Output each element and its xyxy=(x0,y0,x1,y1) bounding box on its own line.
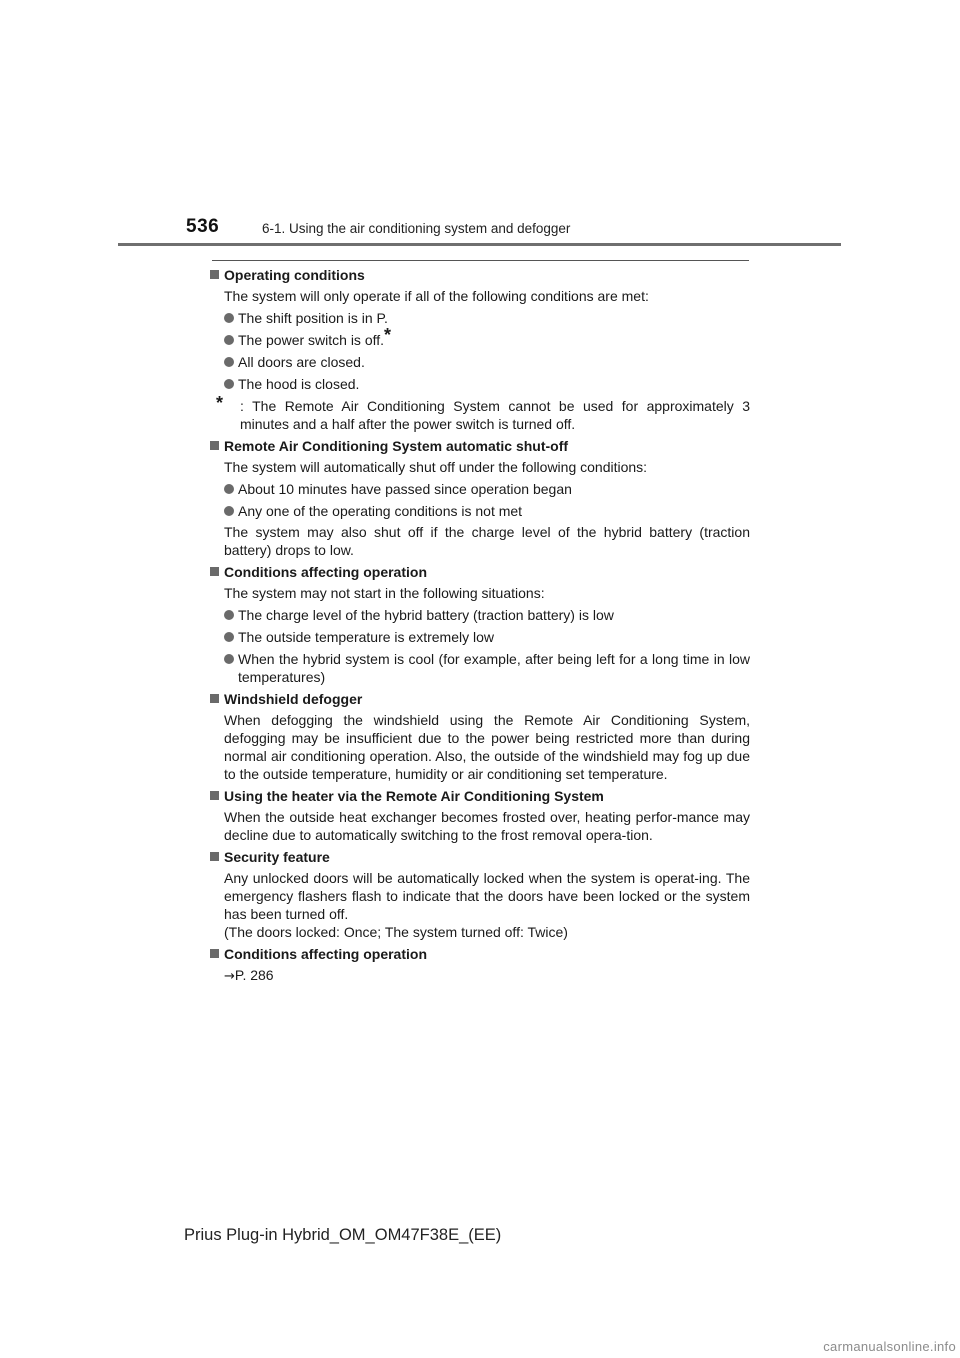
footnote xyxy=(210,393,750,433)
list-item xyxy=(210,353,750,371)
square-bullet-icon xyxy=(210,852,219,861)
intro-text: The system may not start in the following situations: xyxy=(224,585,545,601)
circle-bullet-icon xyxy=(224,610,234,620)
list-item-text: The shift position is in P. xyxy=(238,310,388,326)
intro-text: The system will automatically shut off under the following conditions: xyxy=(224,459,648,475)
circle-bullet-icon xyxy=(224,654,234,664)
page-reference[interactable] xyxy=(210,966,750,986)
list-item-text: When the hybrid system is cool (for example, after being left for a long time in low temperatures) xyxy=(238,651,750,685)
heading-text: Remote Air Conditioning System automatic shut-off xyxy=(224,438,569,454)
section-heading xyxy=(210,437,750,455)
heading-text: Windshield defogger xyxy=(224,691,363,707)
list-item xyxy=(210,325,750,349)
list-item xyxy=(210,502,750,520)
footnote-star-icon: * xyxy=(384,325,392,345)
running-header: 6-1. Using the air conditioning system and defogger xyxy=(262,221,571,236)
list-item-text: Any one of the operating conditions is not met xyxy=(238,503,523,519)
footnote-mark xyxy=(216,393,240,415)
circle-bullet-icon xyxy=(224,379,234,389)
square-bullet-icon xyxy=(210,441,219,450)
circle-bullet-icon xyxy=(224,484,234,494)
square-bullet-icon xyxy=(210,694,219,703)
arrow-right-icon: → xyxy=(224,969,235,984)
footnote-star-icon: * xyxy=(216,393,224,413)
list-item xyxy=(210,650,750,686)
heading-text: Conditions affecting operation xyxy=(224,564,427,580)
list-item xyxy=(210,606,750,624)
list-item xyxy=(210,628,750,646)
list-item-text: The outside temperature is extremely low xyxy=(238,629,494,645)
square-bullet-icon xyxy=(210,270,219,279)
list-item-text: About 10 minutes have passed since operation began xyxy=(238,481,572,497)
circle-bullet-icon xyxy=(224,335,234,345)
square-bullet-icon xyxy=(210,567,219,576)
body-text: When defogging the windshield using the Remote Air Conditioning System, defogging may be insufficient due to the power being restricted more than during normal air conditioning operation. Also, the outside of the windshield may fog up due to the outside temperature, humidity or air conditioning set temperature. xyxy=(224,712,750,782)
body-text: When the outside heat exchanger becomes frosted over, heating perfor-mance may decline due to automatically switching to the frost removal opera-tion. xyxy=(224,809,750,843)
heading-text: Operating conditions xyxy=(224,267,365,283)
circle-bullet-icon xyxy=(224,313,234,323)
section-heading xyxy=(210,787,750,805)
list-item-label: The power switch is off. xyxy=(238,332,385,348)
page-content xyxy=(210,266,750,990)
list-item-text: All doors are closed. xyxy=(238,354,365,370)
section-conditions-affecting-operation xyxy=(210,563,750,686)
section-heading xyxy=(210,266,750,284)
footer-manual-id: Prius Plug-in Hybrid_OM_OM47F38E_(EE) xyxy=(184,1226,502,1244)
section-automatic-shut-off xyxy=(210,437,750,559)
list-item xyxy=(210,480,750,498)
section-heater xyxy=(210,787,750,844)
section-heading xyxy=(210,563,750,581)
list-item-text xyxy=(238,325,750,349)
intro-text: The system will only operate if all of the following conditions are met: xyxy=(224,288,649,304)
circle-bullet-icon xyxy=(224,506,234,516)
footnote-text: : The Remote Air Conditioning System cannot be used for approximately 3 minutes and a half after the power switch is turned off. xyxy=(240,398,750,432)
header-rule xyxy=(118,243,841,246)
heading-text: Using the heater via the Remote Air Conditioning System xyxy=(224,788,604,804)
watermark: carmanualsonline.info xyxy=(823,1339,956,1354)
list-item xyxy=(210,309,750,327)
heading-text: Conditions affecting operation xyxy=(224,946,427,962)
body-text: (The doors locked: Once; The system turned off: Twice) xyxy=(224,924,568,940)
page-reference-link[interactable]: P. 286 xyxy=(234,967,274,983)
section-heading xyxy=(210,690,750,708)
page-number: 536 xyxy=(186,216,220,237)
section-windshield-defogger xyxy=(210,690,750,783)
circle-bullet-icon xyxy=(224,632,234,642)
section-heading xyxy=(210,848,750,866)
list-item-text: The hood is closed. xyxy=(238,376,360,392)
section-heading xyxy=(210,945,750,963)
section-conditions-affecting-operation-ref xyxy=(210,945,750,986)
outro-text: The system may also shut off if the charge level of the hybrid battery (traction battery) drops to low. xyxy=(224,524,750,558)
list-item xyxy=(210,375,750,393)
square-bullet-icon xyxy=(210,949,219,958)
section-operating-conditions xyxy=(210,266,750,433)
list-item-text: The charge level of the hybrid battery (traction battery) is low xyxy=(238,607,614,623)
section-rule xyxy=(212,260,749,261)
circle-bullet-icon xyxy=(224,357,234,367)
section-security-feature xyxy=(210,848,750,941)
heading-text: Security feature xyxy=(224,849,330,865)
body-text: Any unlocked doors will be automatically locked when the system is operat-ing. The emergency flashers flash to indicate that the doors have been locked or the system has been turned off. xyxy=(224,870,750,922)
square-bullet-icon xyxy=(210,791,219,800)
